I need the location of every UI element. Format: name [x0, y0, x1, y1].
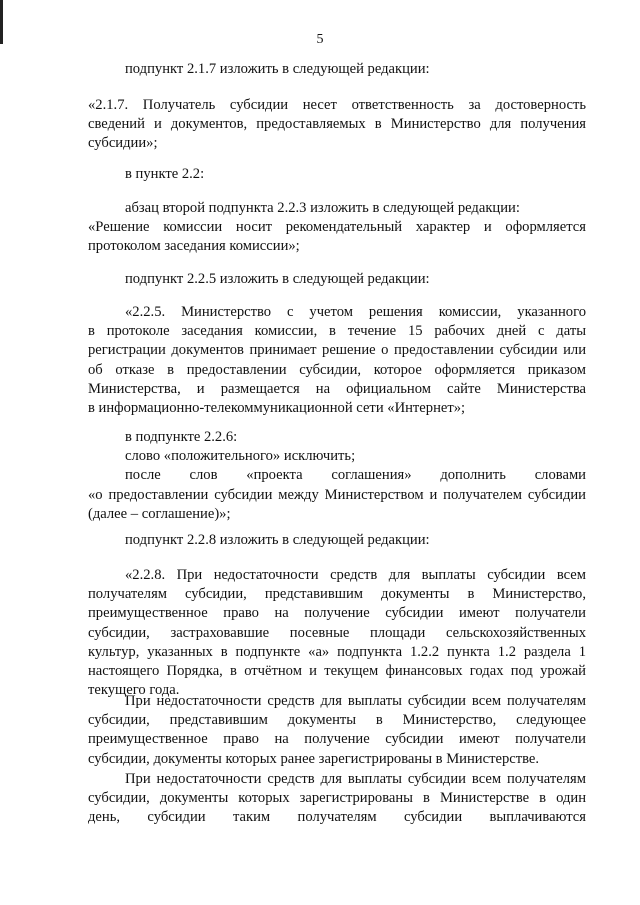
text-line: в пункте 2.2: — [125, 166, 205, 182]
quoted-paragraph — [88, 566, 586, 700]
text-line: При недостаточности средств для выплаты субсидии всем получателям — [125, 771, 586, 787]
body-paragraph — [88, 770, 586, 828]
text-line: преимущественное право на получение субсидии имеют получатели — [88, 731, 586, 748]
body-paragraph — [88, 692, 586, 769]
text-line: сведений и документов, предоставляемых в Министерство для получения — [88, 116, 586, 133]
text-line: субсидии»; — [88, 135, 158, 152]
text-line: в информационно-телекоммуникационной сети «Интернет»; — [88, 400, 466, 417]
text-line: «2.2.8. При недостаточности средств для выплаты субсидии всем — [125, 567, 586, 583]
instruction-paragraph — [88, 270, 586, 289]
text-line: в протоколе заседания комиссии, в течение 15 рабочих дней с даты — [88, 323, 586, 340]
text-line: настоящего Порядка, в отчётном и текущем финансовых годах под урожай — [88, 663, 586, 680]
text-line: субсидии, представившим документы в Министерство, следующее — [88, 712, 586, 729]
text-line: (далее – соглашение)»; — [88, 505, 231, 522]
text-line: протоколом заседания комиссии»; — [88, 238, 300, 255]
page-number: 5 — [316, 32, 324, 47]
text-line: получателям субсидии, представившим документы в Министерство, — [88, 586, 586, 603]
text-line: подпункт 2.1.7 изложить в следующей редакции: — [125, 61, 430, 77]
instruction-paragraph — [88, 531, 586, 550]
text-line: «Решение комиссии носит рекомендательный характер и оформляется — [88, 219, 586, 236]
instruction-paragraph — [88, 428, 586, 524]
text-line: преимущественное право на получение субсидии имеют получатели — [88, 605, 586, 622]
quoted-paragraph — [88, 303, 586, 418]
text-line: «о предоставлении субсидии между Министерством и получателем субсидии — [88, 486, 586, 503]
text-line: регистрации документов принимает решение о предоставлении субсидии или — [88, 342, 586, 359]
text-line: При недостаточности средств для выплаты субсидии всем получателям — [125, 693, 586, 709]
text-line: день, субсидии таким получателям субсидии выплачиваются — [88, 809, 586, 826]
quoted-paragraph — [88, 96, 586, 154]
text-line: после слов «проекта соглашения» дополнить словами — [125, 467, 586, 484]
quoted-paragraph — [88, 199, 586, 257]
text-line: об отказе в предоставлении субсидии, которое оформляется приказом — [88, 361, 586, 378]
text-line: слово «положительного» исключить; — [125, 448, 356, 465]
text-line: Министерства, и размещается на официальном сайте Министерства — [88, 380, 586, 397]
text-line: «2.1.7. Получатель субсидии несет ответственность за достоверность — [88, 97, 586, 113]
text-line: субсидии, документы которых ранее зарегистрированы в Министерстве. — [88, 750, 540, 767]
instruction-paragraph — [88, 60, 586, 79]
text-line: в подпункте 2.2.6: — [125, 429, 238, 445]
text-line: текущего года. — [88, 682, 180, 699]
text-line: подпункт 2.2.8 изложить в следующей редакции: — [125, 532, 430, 548]
text-line: подпункт 2.2.5 изложить в следующей редакции: — [125, 271, 430, 287]
text-line: абзац второй подпункта 2.2.3 изложить в следующей редакции: — [125, 200, 520, 216]
text-line: культур, указанных в подпункте «а» подпункта 1.2.2 пункта 1.2 раздела 1 — [88, 643, 586, 660]
instruction-paragraph — [88, 165, 586, 184]
text-line: субсидии, застраховавшие посевные площади сельскохозяйственных — [88, 624, 586, 641]
text-line: субсидии, документы которых зарегистрированы в Министерстве в один — [88, 790, 586, 807]
text-line: «2.2.5. Министерство с учетом решения комиссии, указанного — [125, 304, 586, 320]
